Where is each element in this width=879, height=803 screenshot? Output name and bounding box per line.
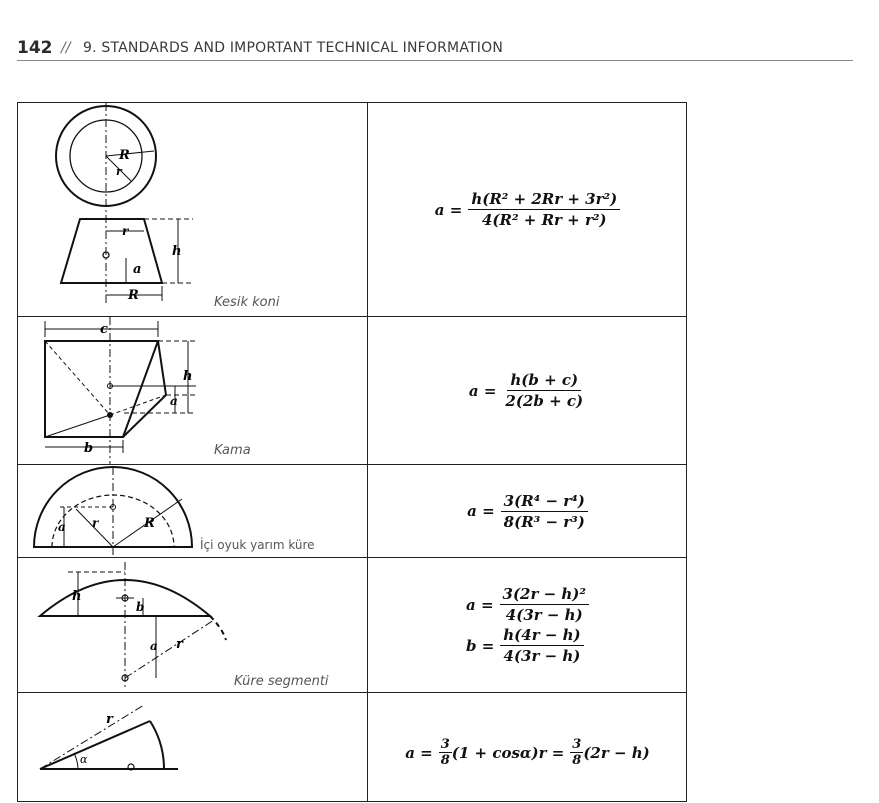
numerator: h(R² + 2Rr + 3r²) — [468, 190, 620, 210]
label-R: R — [128, 288, 139, 303]
formula-cell — [368, 693, 687, 803]
fraction — [501, 492, 588, 531]
label-a: a — [133, 262, 142, 277]
denominator: 8(R³ − r³) — [503, 512, 585, 531]
chapter-title: 9. STANDARDS AND IMPORTANT TECHNICAL INFORMATION — [83, 40, 503, 56]
numerator: 3 — [440, 737, 450, 752]
centroid-formula — [435, 190, 620, 229]
label-a: a — [170, 394, 178, 408]
label-a: a — [150, 639, 158, 653]
fraction — [500, 585, 589, 624]
formula-lhs: a = — [468, 381, 497, 400]
numerator: 3(2r − h)² — [500, 585, 589, 605]
label-r: r — [116, 165, 122, 178]
formula-lhs: a = — [466, 595, 494, 614]
label-c: c — [100, 322, 108, 337]
fraction — [502, 371, 586, 410]
wedge-drawing — [18, 317, 367, 464]
formula-lhs: a = — [405, 743, 433, 762]
shape-name: Küre segmenti — [234, 674, 329, 689]
label-r: r — [122, 224, 129, 238]
fraction — [500, 626, 583, 665]
label-b: b — [136, 600, 145, 614]
label-h: h — [172, 244, 182, 259]
page-header — [17, 36, 853, 61]
label-r: r — [106, 712, 113, 727]
numerator: h(4r − h) — [500, 626, 583, 646]
denominator: 2(2b + c) — [505, 392, 584, 410]
formula-tail: (2r − h) — [583, 743, 650, 762]
label-r: r — [176, 637, 183, 652]
denominator: 4(3r − h) — [505, 606, 583, 624]
shape-name: Kesik koni — [214, 295, 280, 310]
numerator: h(b + c) — [507, 371, 581, 391]
label-h: h — [72, 589, 82, 604]
denominator: 8 — [440, 753, 450, 768]
header-separator: // — [61, 40, 71, 56]
figure-sphere-segment — [18, 558, 367, 692]
fraction — [570, 737, 583, 768]
denominator: 8 — [572, 753, 582, 768]
fraction — [468, 190, 620, 229]
label-r: r — [92, 516, 99, 530]
sphere-segment-drawing — [18, 558, 367, 692]
figure-truncated-cone — [18, 103, 367, 316]
label-R: R — [119, 148, 130, 163]
formula-lhs: b = — [466, 636, 495, 655]
formula-lhs: a = — [434, 200, 463, 219]
figure-spherical-sector — [18, 693, 367, 803]
denominator: 4(3r − h) — [503, 647, 581, 665]
figure-hollow-hemisphere — [18, 465, 367, 557]
numerator: 3 — [572, 737, 582, 752]
label-R: R — [144, 516, 155, 531]
formula-cell — [368, 465, 687, 557]
formula-lhs: a = — [467, 502, 495, 520]
formula-middle: (1 + cosα)r = — [451, 743, 565, 762]
page-number: 142 — [17, 38, 53, 58]
centroid-formula-table — [17, 102, 687, 802]
label-alpha: α — [80, 753, 88, 766]
numerator: 3(R⁴ − r⁴) — [501, 492, 588, 512]
shape-name: İçi oyuk yarım küre — [200, 538, 315, 552]
truncated-cone-drawing — [18, 103, 367, 316]
label-h: h — [183, 369, 193, 384]
label-a: a — [58, 520, 66, 534]
figure-wedge — [18, 317, 367, 464]
fraction — [439, 737, 452, 768]
label-b: b — [84, 441, 94, 456]
formula-cell — [368, 558, 687, 692]
centroid-formula — [469, 371, 586, 410]
centroid-formula-b — [466, 626, 584, 665]
formula-cell — [368, 103, 687, 316]
centroid-formula — [405, 737, 650, 768]
formula-stack — [466, 584, 589, 666]
centroid-formula-a — [466, 585, 589, 624]
formula-cell — [368, 317, 687, 464]
denominator: 4(R² + Rr + r²) — [481, 211, 607, 229]
spherical-sector-drawing — [18, 693, 367, 803]
shape-name: Kama — [214, 443, 251, 458]
centroid-formula — [467, 492, 588, 531]
